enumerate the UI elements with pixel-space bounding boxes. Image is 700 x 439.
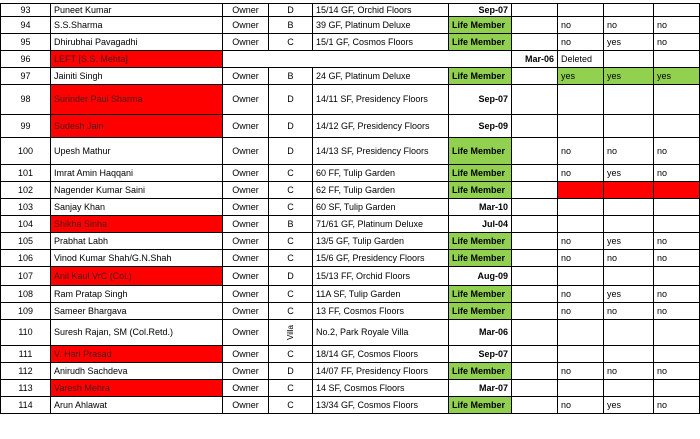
y2-cell: yes [604,34,654,51]
y2-cell [604,85,654,115]
row-number: 111 [1,346,51,363]
ownership-status: Owner [223,346,269,363]
y1-cell [558,346,604,363]
row-number: 98 [1,85,51,115]
membership-status: Life Member [449,68,512,85]
membership-status: Life Member [449,138,512,165]
membership-status: Life Member [449,182,512,199]
row-number: 95 [1,34,51,51]
unit-address: 15/13 FF, Orchid Floors [313,267,449,286]
unit-address: 15/1 GF, Cosmos Floors [313,34,449,51]
y3-cell [654,267,700,286]
unit-type: C [269,397,313,414]
ownership-status: Owner [223,34,269,51]
y3-cell [654,320,700,346]
y2-cell [604,182,654,199]
unit-type: C [269,346,313,363]
membership-date: Mar-06 [449,320,512,346]
unit-address: 11A SF, Tulip Garden [313,286,449,303]
y2-cell [604,346,654,363]
membership-status: Life Member [449,363,512,380]
y1-cell [558,380,604,397]
member-name: Jainiti Singh [51,68,223,85]
ownership-status: Owner [223,85,269,115]
blank-cell [512,4,558,17]
blank-cell [512,216,558,233]
row-number: 102 [1,182,51,199]
membership-status: Life Member [449,397,512,414]
ownership-status: Owner [223,303,269,320]
unit-address: 60 SF, Tulip Garden [313,199,449,216]
unit-address: No.2, Park Royale Villa [313,320,449,346]
unit-type: D [269,363,313,380]
y1-cell: no [558,303,604,320]
membership-date: Sep-07 [449,346,512,363]
blank-cell [512,320,558,346]
table-row [1,233,700,250]
row-number: 104 [1,216,51,233]
y2-cell: no [604,17,654,34]
membership-status: Life Member [449,165,512,182]
blank-cell [512,267,558,286]
member-name: Sameer Bhargava [51,303,223,320]
y2-cell: yes [604,286,654,303]
membership-date: Sep-07 [449,85,512,115]
member-name: LEFT [S.S. Mehta] [51,51,223,68]
y1-cell: no [558,34,604,51]
member-name: Anil Kaul VrC (Col.) [51,267,223,286]
row-number: 97 [1,68,51,85]
member-name: V. Hari Prasad [51,346,223,363]
y2-cell [604,115,654,138]
blank-cell [512,165,558,182]
y1-cell: no [558,397,604,414]
y1-cell [558,267,604,286]
ownership-status: Owner [223,165,269,182]
y3-cell: no [654,165,700,182]
y3-cell [654,85,700,115]
member-name: Imrat Amin Haqqani [51,165,223,182]
member-name: Shikha Sinha [51,216,223,233]
y3-cell: no [654,233,700,250]
row-number: 110 [1,320,51,346]
blank-cell [512,250,558,267]
y2-cell: yes [604,68,654,85]
y1-cell [558,4,604,17]
member-name: Vinod Kumar Shah/G.N.Shah [51,250,223,267]
unit-address: 13/5 GF, Tulip Garden [313,233,449,250]
y1-cell [558,320,604,346]
member-name: Sanjay Khan [51,199,223,216]
ownership-status: Owner [223,216,269,233]
table-row [1,138,700,165]
table-row [1,216,700,233]
membership-date: Sep-07 [449,4,512,17]
row-number: 107 [1,267,51,286]
member-name: Ram Pratap Singh [51,286,223,303]
y2-cell: no [604,250,654,267]
y1-cell [604,51,654,68]
unit-address: 18/14 GF, Cosmos Floors [313,346,449,363]
y1-cell: no [558,138,604,165]
membership-status: Life Member [449,250,512,267]
blank-cell [512,85,558,115]
ownership-status: Owner [223,233,269,250]
y2-cell: no [604,303,654,320]
blank-cell [512,346,558,363]
ownership-status: Owner [223,380,269,397]
row-number: 101 [1,165,51,182]
unit-type: B [269,68,313,85]
y3-cell [654,380,700,397]
membership-date: Mar-10 [449,199,512,216]
y2-cell [604,380,654,397]
member-name: S.S.Sharma [51,17,223,34]
member-name: Sudesh Jain [51,115,223,138]
unit-address: 15/14 GF, Orchid Floors [313,4,449,17]
membership-status: Life Member [449,233,512,250]
table-row [1,397,700,414]
membership-status: Life Member [449,17,512,34]
y2-cell: no [604,363,654,380]
blank-cell [512,138,558,165]
ownership-status: Owner [223,138,269,165]
unit-type: C [269,165,313,182]
y1-cell: no [558,165,604,182]
table-row [1,17,700,34]
ownership-status: Owner [223,68,269,85]
unit-address: 60 FF, Tulip Garden [313,165,449,182]
table-body [1,4,700,414]
y3-cell: no [654,286,700,303]
y3-cell [654,4,700,17]
row-number: 100 [1,138,51,165]
unit-address: 62 FF, Tulip Garden [313,182,449,199]
table-row [1,267,700,286]
member-name: Suresh Rajan, SM (Col.Retd.) [51,320,223,346]
table-row [1,320,700,346]
unit-address: 13 FF, Cosmos Floors [313,303,449,320]
blank-cell [512,380,558,397]
ownership-status: Owner [223,286,269,303]
row-number: 105 [1,233,51,250]
ownership-status: Owner [223,115,269,138]
unit-type-label: Villa [285,325,295,340]
ownership-status: Owner [223,250,269,267]
membership-status: Life Member [449,286,512,303]
y1-cell: no [558,17,604,34]
table-row [1,199,700,216]
member-name: Puneet Kumar [51,4,223,17]
ownership-status: Owner [223,182,269,199]
member-name: Arun Ahlawat [51,397,223,414]
membership-date: Aug-09 [449,267,512,286]
blank-cell [512,182,558,199]
unit-type: C [269,286,313,303]
unit-address: 14 SF, Cosmos Floors [313,380,449,397]
y1-cell [558,182,604,199]
table-row [1,250,700,267]
blank-cell [512,68,558,85]
unit-address: 14/11 SF, Presidency Floors [313,85,449,115]
member-name: Dhirubhai Pavagadhi [51,34,223,51]
unit-type: C [269,250,313,267]
y1-cell [558,85,604,115]
table-row [1,85,700,115]
table-row [1,68,700,85]
unit-type: D [269,85,313,115]
member-name: Varesh Mehra [51,380,223,397]
table-row [1,303,700,320]
unit-address: 14/07 FF, Presidency Floors [313,363,449,380]
y2-cell [604,216,654,233]
blank-cell [512,17,558,34]
unit-type: C [269,199,313,216]
unit-address: 14/12 GF, Presidency Floors [313,115,449,138]
member-name: Surinder Paul Sharma [51,85,223,115]
blank-cell [512,286,558,303]
merged-blank [223,51,512,68]
row-number: 96 [1,51,51,68]
y3-cell: no [654,17,700,34]
row-number: 112 [1,363,51,380]
y2-cell [654,51,700,68]
table-row [1,4,700,17]
y3-cell: no [654,397,700,414]
table-row [1,165,700,182]
y3-cell [654,199,700,216]
unit-type: D [269,267,313,286]
membership-table [0,3,700,414]
unit-type: C [269,303,313,320]
ownership-status: Owner [223,17,269,34]
ownership-status: Owner [223,199,269,216]
ownership-status: Owner [223,4,269,17]
row-number: 99 [1,115,51,138]
ownership-status: Owner [223,397,269,414]
unit-address: 24 GF, Platinum Deluxe [313,68,449,85]
membership-date: Sep-09 [449,115,512,138]
blank-cell [512,363,558,380]
y2-cell [604,4,654,17]
unit-type [269,320,313,346]
unit-type: C [269,182,313,199]
ownership-status: Owner [223,363,269,380]
blank-cell [512,233,558,250]
membership-status: Life Member [449,34,512,51]
y3-cell [654,182,700,199]
y3-cell [654,346,700,363]
unit-address: 71/61 GF, Platinum Deluxe [313,216,449,233]
unit-type: D [269,115,313,138]
unit-address: 14/13 SF, Presidency Floors [313,138,449,165]
y1-cell: no [558,286,604,303]
y3-cell: yes [654,68,700,85]
blank-cell [512,303,558,320]
y2-cell: yes [604,397,654,414]
blank-cell [512,115,558,138]
row-number: 114 [1,397,51,414]
table-row [1,115,700,138]
table-row [1,34,700,51]
table-row [1,286,700,303]
date-cell: Mar-06 [512,51,558,68]
y1-cell [558,216,604,233]
unit-type: C [269,380,313,397]
y1-cell: no [558,250,604,267]
member-name: Prabhat Labh [51,233,223,250]
unit-address: 39 GF, Platinum Deluxe [313,17,449,34]
unit-type: C [269,34,313,51]
y1-cell [558,199,604,216]
blank-cell [512,34,558,51]
y2-cell: no [604,138,654,165]
unit-type: D [269,4,313,17]
ownership-status: Owner [223,320,269,346]
unit-type: B [269,17,313,34]
y3-cell: no [654,34,700,51]
y1-cell: no [558,363,604,380]
row-number: 108 [1,286,51,303]
member-name: Anirudh Sachdeva [51,363,223,380]
y3-cell [654,115,700,138]
y3-cell: no [654,138,700,165]
table-row [1,182,700,199]
y1-cell [558,115,604,138]
row-number: 106 [1,250,51,267]
y2-cell: yes [604,165,654,182]
unit-address: 15/6 GF, Presidency Floors [313,250,449,267]
table-row [1,346,700,363]
row-number: 109 [1,303,51,320]
y1-cell: no [558,233,604,250]
unit-type: B [269,216,313,233]
note-cell: Deleted [558,51,604,68]
y1-cell: yes [558,68,604,85]
blank-cell [512,199,558,216]
membership-date: Jul-04 [449,216,512,233]
member-name: Upesh Mathur [51,138,223,165]
unit-type: D [269,138,313,165]
y3-cell: no [654,363,700,380]
row-number: 113 [1,380,51,397]
membership-status: Life Member [449,303,512,320]
membership-date: Mar-07 [449,380,512,397]
table-row [1,51,700,68]
y2-cell [604,199,654,216]
y2-cell [604,320,654,346]
y3-cell [654,216,700,233]
ownership-status: Owner [223,267,269,286]
table-row [1,380,700,397]
member-name: Nagender Kumar Saini [51,182,223,199]
y2-cell: yes [604,233,654,250]
table-row [1,363,700,380]
unit-address: 13/34 GF, Cosmos Floors [313,397,449,414]
y3-cell: no [654,250,700,267]
y3-cell: no [654,303,700,320]
unit-type: C [269,233,313,250]
row-number: 93 [1,4,51,17]
row-number: 103 [1,199,51,216]
blank-cell [512,397,558,414]
row-number: 94 [1,17,51,34]
y2-cell [604,267,654,286]
